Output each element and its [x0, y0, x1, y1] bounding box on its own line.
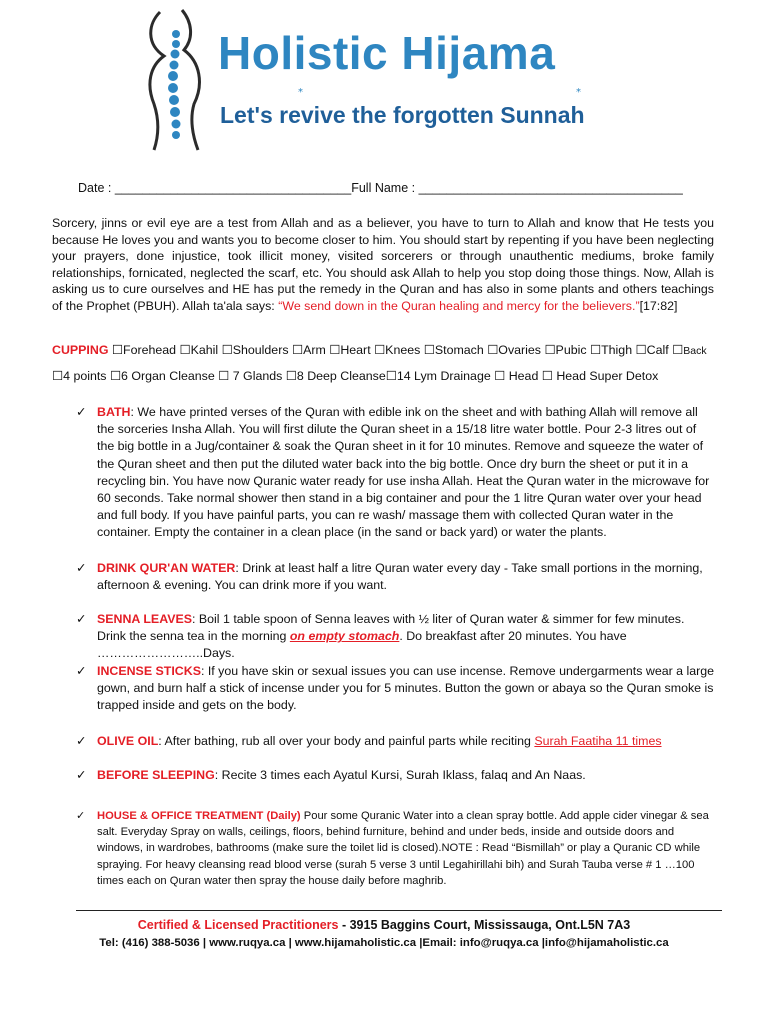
- full-name-label: Full Name :: [351, 181, 416, 195]
- checkmark-icon: ✓: [76, 612, 87, 626]
- logo-divider: [220, 86, 590, 96]
- date-field[interactable]: __________________________________: [114, 181, 352, 195]
- list-item-senna: [76, 611, 716, 663]
- date-label: Date :: [78, 181, 112, 195]
- logo-tagline: Let's revive the forgotten Sunnah: [220, 102, 585, 128]
- intro-text: Sorcery, jinns or evil eye are a test from Allah and as a believer, you have to turn to Allah and know that He tests you because He loves you and wants you to become closer to him. You should start by repenting if you have been neglecting your prayers, done injustice, took illicit money, visited sorcerers or through unauthentic mediums, broke family relationships, fornicated, neglected the scarf, etc. You should ask Allah to help you stop doing those things. Now, Allah is asking us to cure ourselves and HE has put the remedy in the Quran and has also in some plants and others teachings of the Prophet (PBUH). Allah ta'ala says:: [52, 216, 714, 313]
- checkmark-icon: ✓: [76, 734, 87, 748]
- footer-address: 3915 Baggins Court, Mississauga, Ont.L5N 7A3: [349, 918, 631, 932]
- certified-label: Certified & Licensed Practitioners: [137, 918, 339, 932]
- svg-text:*: *: [298, 87, 303, 96]
- form-line: [78, 181, 683, 195]
- list-item-house-office: [76, 808, 716, 889]
- cupping-back-label: Back: [683, 345, 707, 357]
- footer-address-line: [0, 918, 768, 932]
- intro-paragraph: [52, 215, 714, 315]
- senna-text-2: . Do breakfast after 20 minutes. You have ……………………..Days.: [97, 629, 627, 661]
- cupping-points-list[interactable]: ☐Forehead ☐Kahil ☐Shoulders ☐Arm ☐Heart ☐Knees ☐Stomach ☐Ovaries ☐Pubic ☐Thigh ☐Calf ☐: [111, 343, 684, 357]
- checkmark-icon: ✓: [76, 810, 86, 822]
- incense-text: : If you have skin or sexual issues you can use incense. Remove undergarments wear a large gown, and burn half a stick of incense under you for 5 minutes. Button the gown or abaya so the Quran smoke is trapped inside and gets on the body.: [97, 664, 715, 713]
- house-text: Pour some Quranic Water into a clean spray bottle. Add apple cider vinegar & sea salt. Everyday Spray on walls, ceilings, floors, behind furniture, behind and under beds, inside and outside doors and windows, in wardrobes, bathrooms (make sure the toilet lid is closed).NOTE : Read “Bismillah” or play a Quranic CD while spraying. For heavy cleansing read blood verse (surah 5 verse 3 until Legahirillahi bih) and Surah Tauba verse # 1 …100 times each on Quran water then spray the house daily before maghrib.: [97, 810, 709, 887]
- cupping-options[interactable]: ☐4 points ☐6 Organ Cleanse ☐ 7 Glands ☐8 Deep Cleanse☐14 Lym Drainage ☐ Head ☐ Head Super Detox: [52, 369, 659, 383]
- drink-text: : Drink at least half a litre Quran water every day - Take small portions in the morning, afternoon & evening. You can drink more if you want.: [97, 561, 703, 593]
- checkmark-icon: ✓: [76, 561, 87, 575]
- drink-heading: DRINK QUR'AN WATER: [97, 561, 236, 575]
- senna-text: : Boil 1 table spoon of Senna leaves with ½ liter of Quran water & simmer for few minutes. Drink the senna tea in the morning: [97, 612, 685, 644]
- logo-title: Holistic Hijama: [218, 27, 556, 79]
- footer-contact: Tel: (416) 388-5036 | www.ruqya.ca | www.hijamaholistic.ca |Email: info@ruqya.ca |info@hijamaholistic.ca: [99, 937, 669, 949]
- sleep-text: : Recite 3 times each Ayatul Kursi, Surah Iklass, falaq and An Naas.: [214, 768, 586, 782]
- bath-text: : We have printed verses of the Quran with edible ink on the sheet and with bathing Allah will remove all the sorceries Insha Allah. You will first dilute the Quran sheet in a 15/18 litre water bottle. Pour 2-3 litres out of the big bottle in a Jug/container & soak the Quran sheet in it for 10 minutes. Remove and squeeze the water of the Quran sheet and then put the diluted water back into the big bottle. Once dry burn the sheet or put it in a recycling bin. You have now Quranic water ready for use insha Allah. Heat the Quran water in the microwave for 60 seconds. Take normal shower then stand in a big container and pour the 1 litre Quran water over your head and full body. If you have painful parts, you can re wash/ massage them with collected Quran water in the container. Empty the container in a clean place (in the sand or back yard) or water the plants.: [97, 405, 710, 540]
- senna-emphasis: on empty stomach: [289, 629, 400, 644]
- list-item-drink: [76, 560, 716, 594]
- list-item-olive-oil: [76, 733, 716, 750]
- olive-heading: OLIVE OIL: [97, 734, 159, 748]
- cupping-label: CUPPING: [52, 343, 109, 357]
- senna-heading: SENNA LEAVES: [97, 612, 193, 626]
- olive-emphasis: Surah Faatiha 11 times: [534, 734, 662, 748]
- quran-quote: “We send down in the Quran healing and mercy for the believers.”: [278, 298, 640, 313]
- cupping-points[interactable]: [52, 342, 707, 357]
- list-item-incense: [76, 663, 716, 715]
- checkmark-icon: ✓: [76, 664, 87, 678]
- list-item-before-sleeping: [76, 767, 716, 784]
- house-heading: HOUSE & OFFICE TREATMENT (Daily): [97, 810, 301, 822]
- checkmark-icon: ✓: [76, 405, 87, 419]
- olive-text: : After bathing, rub all over your body and painful parts while reciting: [158, 734, 535, 748]
- footer-divider: [76, 910, 722, 911]
- quote-reference: [17:82]: [639, 298, 678, 313]
- svg-text:*: *: [576, 87, 581, 96]
- list-item-bath: [76, 404, 716, 542]
- logo: [120, 4, 660, 154]
- footer-dash: -: [338, 918, 350, 932]
- full-name-field[interactable]: ______________________________________: [418, 181, 683, 195]
- checkmark-icon: ✓: [76, 768, 87, 782]
- sleep-heading: BEFORE SLEEPING: [97, 768, 215, 782]
- bath-heading: BATH: [97, 405, 131, 419]
- incense-heading: INCENSE STICKS: [97, 664, 201, 678]
